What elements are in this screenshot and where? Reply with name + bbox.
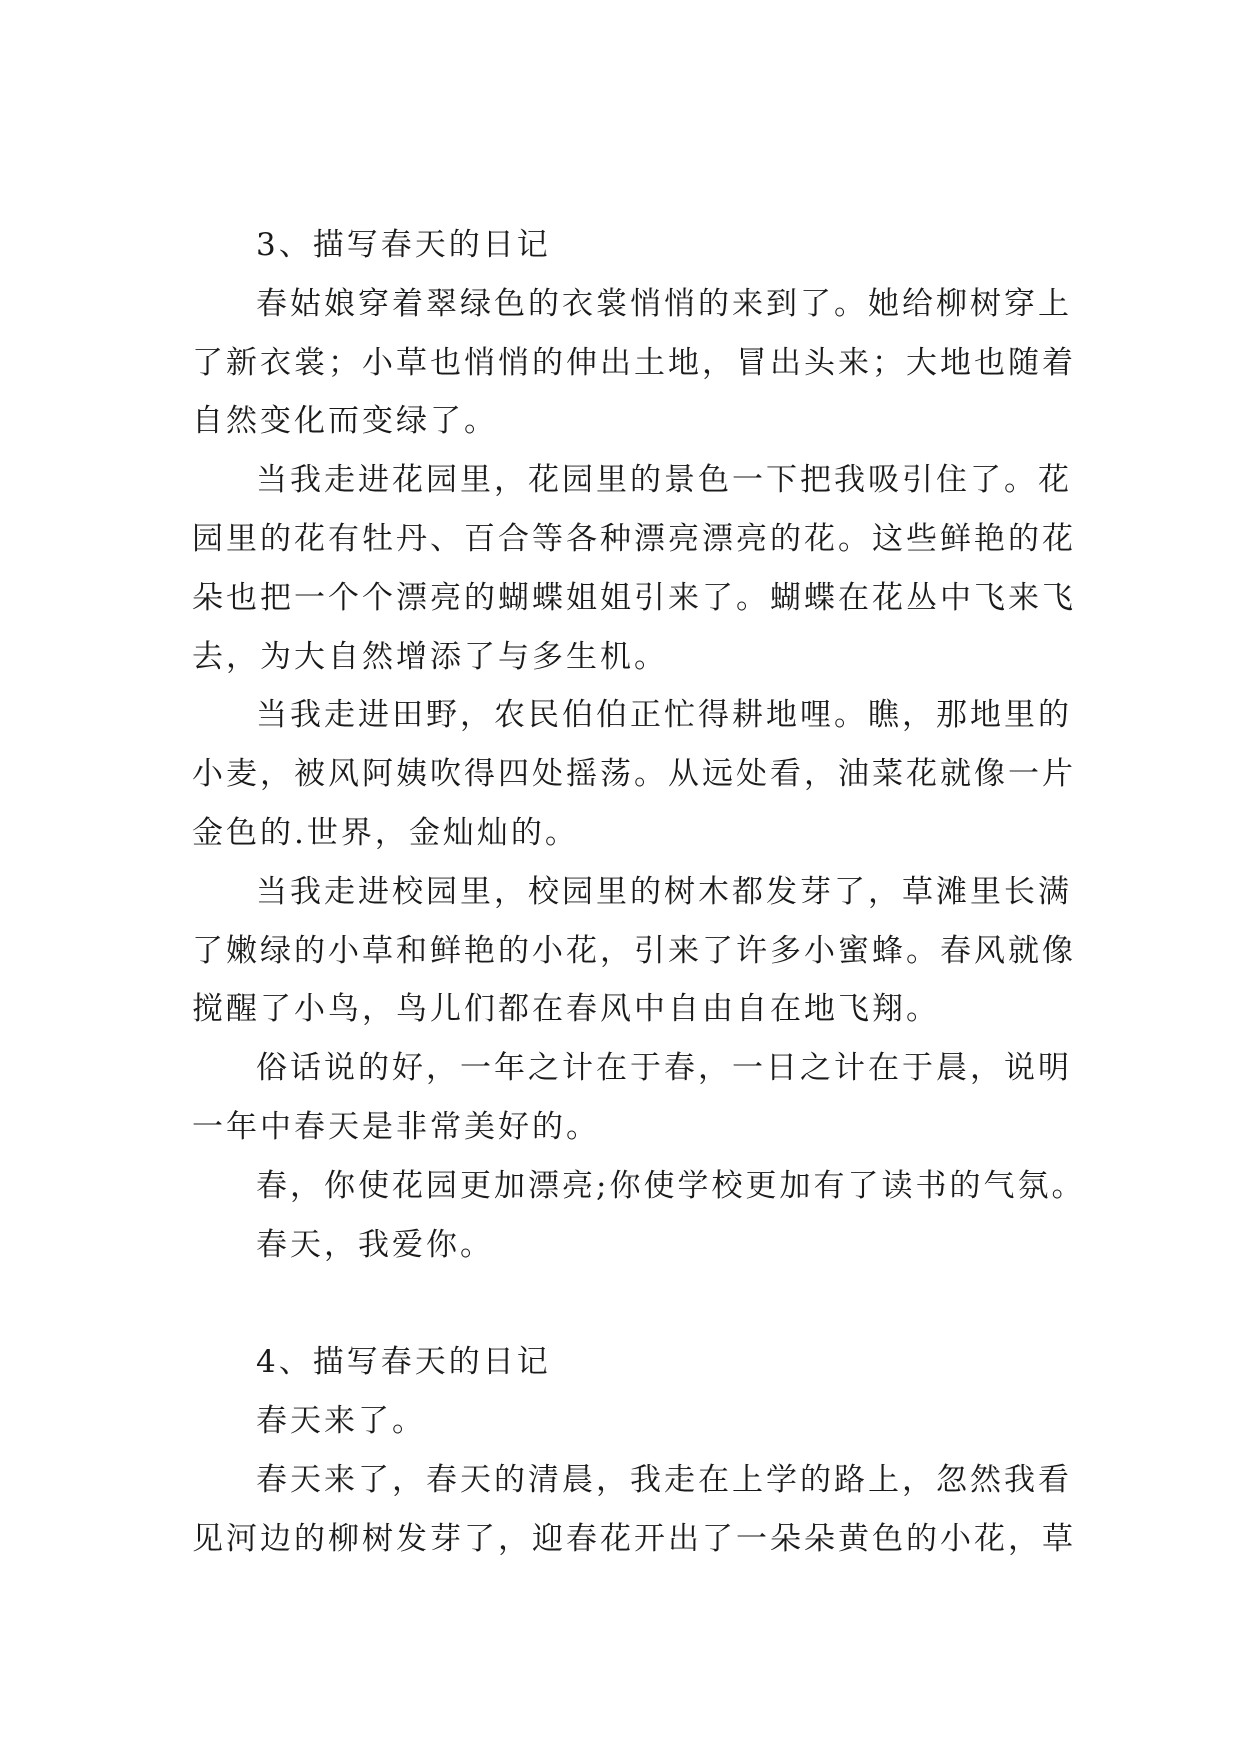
paragraph-line: 当我走进校园里，校园里的树木都发芽了，草滩里长满 [256, 873, 1072, 910]
paragraph-line: 朵也把一个个漂亮的蝴蝶姐姐引来了。蝴蝶在花丛中飞来飞 [192, 579, 1076, 616]
paragraph-line: 春，你使花园更加漂亮;你使学校更加有了读书的气氛。 [256, 1167, 1086, 1204]
paragraph [192, 1039, 1072, 1157]
section-title: 3、描写春天的日记 [256, 227, 551, 263]
paragraph-line: 春天来了。 [256, 1403, 426, 1440]
paragraph-line: 去，为大自然增添了与多生机。 [192, 638, 668, 675]
paragraph [192, 1157, 1086, 1216]
section-4 [192, 1333, 1076, 1568]
document-body [192, 216, 1086, 1569]
paragraph-line: 自然变化而变绿了。 [192, 403, 498, 440]
section-3 [192, 216, 1086, 1274]
paragraph-line: 金色的.世界，金灿灿的。 [192, 814, 579, 851]
paragraph [192, 451, 1076, 686]
paragraph [192, 275, 1076, 451]
paragraph [192, 1392, 1052, 1451]
paragraph [192, 863, 1076, 1039]
paragraph-line: 春姑娘穿着翠绿色的衣裳悄悄的来到了。她给柳树穿上 [256, 285, 1072, 322]
paragraph-line: 见河边的柳树发芽了，迎春花开出了一朵朵黄色的小花，草 [192, 1520, 1076, 1557]
paragraph-line: 小麦，被风阿姨吹得四处摇荡。从远处看，油菜花就像一片 [192, 756, 1076, 793]
paragraph-line: 一年中春天是非常美好的。 [192, 1108, 600, 1145]
paragraph-line: 了嫩绿的小草和鲜艳的小花，引来了许多小蜜蜂。春风就像 [192, 932, 1076, 969]
paragraph-line: 了新衣裳；小草也悄悄的伸出土地，冒出头来；大地也随着 [192, 344, 1076, 381]
paragraph-line: 俗话说的好，一年之计在于春，一日之计在于晨，说明 [256, 1050, 1072, 1087]
paragraph-line: 当我走进田野，农民伯伯正忙得耕地哩。瞧，那地里的 [256, 697, 1072, 734]
section-title: 4、描写春天的日记 [256, 1344, 551, 1381]
paragraph-line: 搅醒了小鸟，鸟儿们都在春风中自由自在地飞翔。 [192, 991, 940, 1028]
paragraph [192, 686, 1076, 862]
paragraph-line: 春天，我爱你。 [256, 1226, 494, 1263]
paragraph [192, 1451, 1076, 1569]
section-spacer [192, 1274, 1052, 1333]
paragraph-line: 当我走进花园里，花园里的景色一下把我吸引住了。花 [256, 462, 1072, 499]
paragraph [192, 1216, 1052, 1275]
paragraph-line: 园里的花有牡丹、百合等各种漂亮漂亮的花。这些鲜艳的花 [192, 520, 1076, 557]
paragraph-line: 春天来了，春天的清晨，我走在上学的路上，忽然我看 [256, 1461, 1072, 1498]
